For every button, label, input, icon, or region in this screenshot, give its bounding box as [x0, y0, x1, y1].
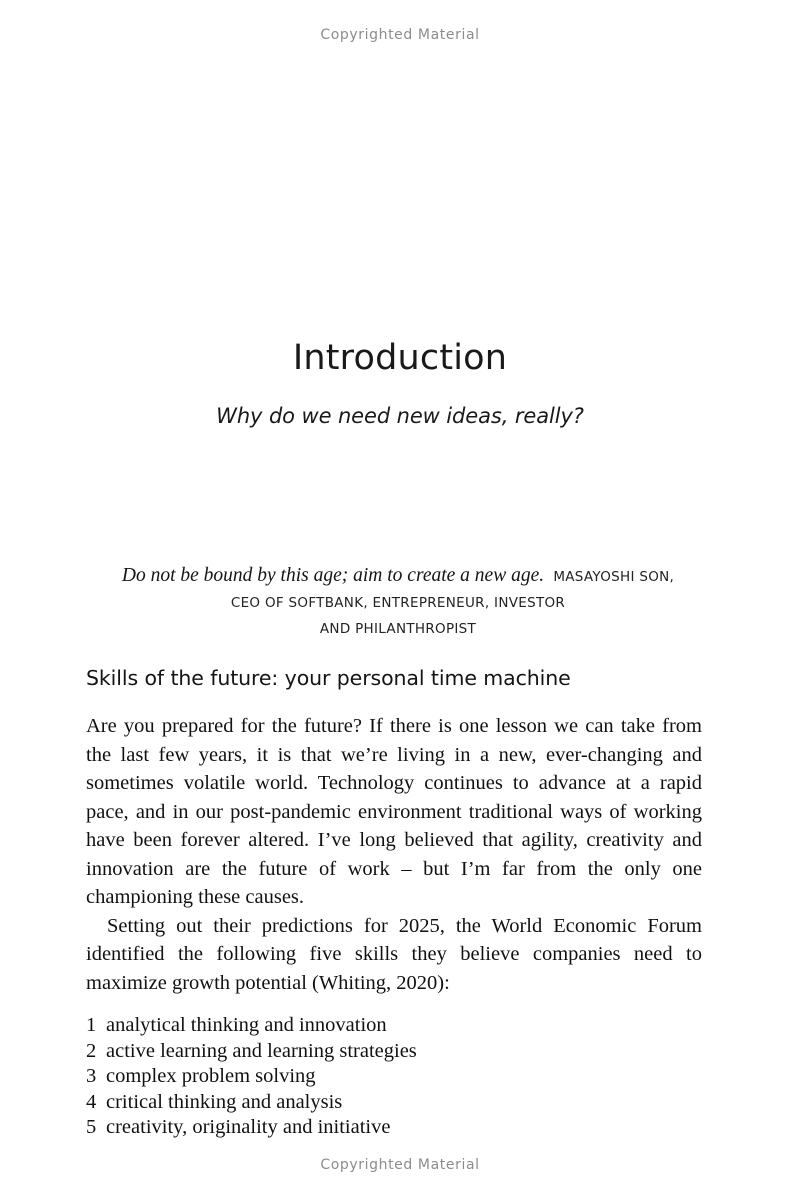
epigraph-attribution-line-1: MASAYOSHI SON,: [553, 569, 675, 585]
running-foot: Copyrighted Material: [320, 1157, 480, 1173]
epigraph-block: [104, 562, 692, 642]
section-heading: Skills of the future: your personal time machine: [86, 666, 571, 690]
list-item-label: critical thinking and analysis: [106, 1090, 343, 1113]
list-item-number: 4: [86, 1090, 97, 1113]
epigraph-attribution-line-2: CEO OF SOFTBANK, ENTREPRENEUR, INVESTOR: [230, 595, 566, 611]
list-item-number: 1: [86, 1014, 97, 1036]
chapter-title-block: [0, 336, 800, 430]
list-item-number: 3: [86, 1065, 97, 1087]
list-item: [86, 1090, 702, 1116]
list-item-label: complex problem solving: [106, 1065, 316, 1087]
skills-list: [86, 1013, 702, 1141]
body-content: [86, 664, 702, 1141]
list-item-label: active learning and learning strategies: [106, 1039, 417, 1062]
page-title: Introduction: [292, 338, 508, 378]
epigraph-quote: Do not be bound by this age; aim to create a new age.: [121, 565, 545, 586]
list-item-label: analytical thinking and innovation: [106, 1014, 387, 1036]
epigraph-attribution-line-3: AND PHILANTHROPIST: [319, 621, 477, 637]
running-head: Copyrighted Material: [320, 27, 480, 43]
list-item-number: 5: [86, 1116, 97, 1138]
list-item-number: 2: [86, 1039, 97, 1062]
list-item: [86, 1064, 702, 1090]
list-item-label: creativity, originality and initiative: [106, 1116, 391, 1138]
body-paragraph-1: Are you prepared for the future? If there is one lesson we can take from the last few years, it is that we’re living in a new, ever-changing and sometimes volatile world. Technology continues to advance at a rapid pace, and in our post-pandemic environment traditional ways of working have been forever altered. I’ve long believed that agility, creativity and innovation are the future of work – but I’m far from the only one championing these causes.: [86, 715, 702, 908]
body-paragraph-2: Setting out their predictions for 2025, the World Economic Forum identified the following five skills they believe companies need to maximize growth potential (Whiting, 2020):: [86, 914, 702, 994]
list-item: [86, 1039, 702, 1065]
chapter-subtitle: Why do we need new ideas, really?: [216, 404, 584, 428]
list-item: [86, 1115, 702, 1141]
list-item: [86, 1013, 702, 1039]
